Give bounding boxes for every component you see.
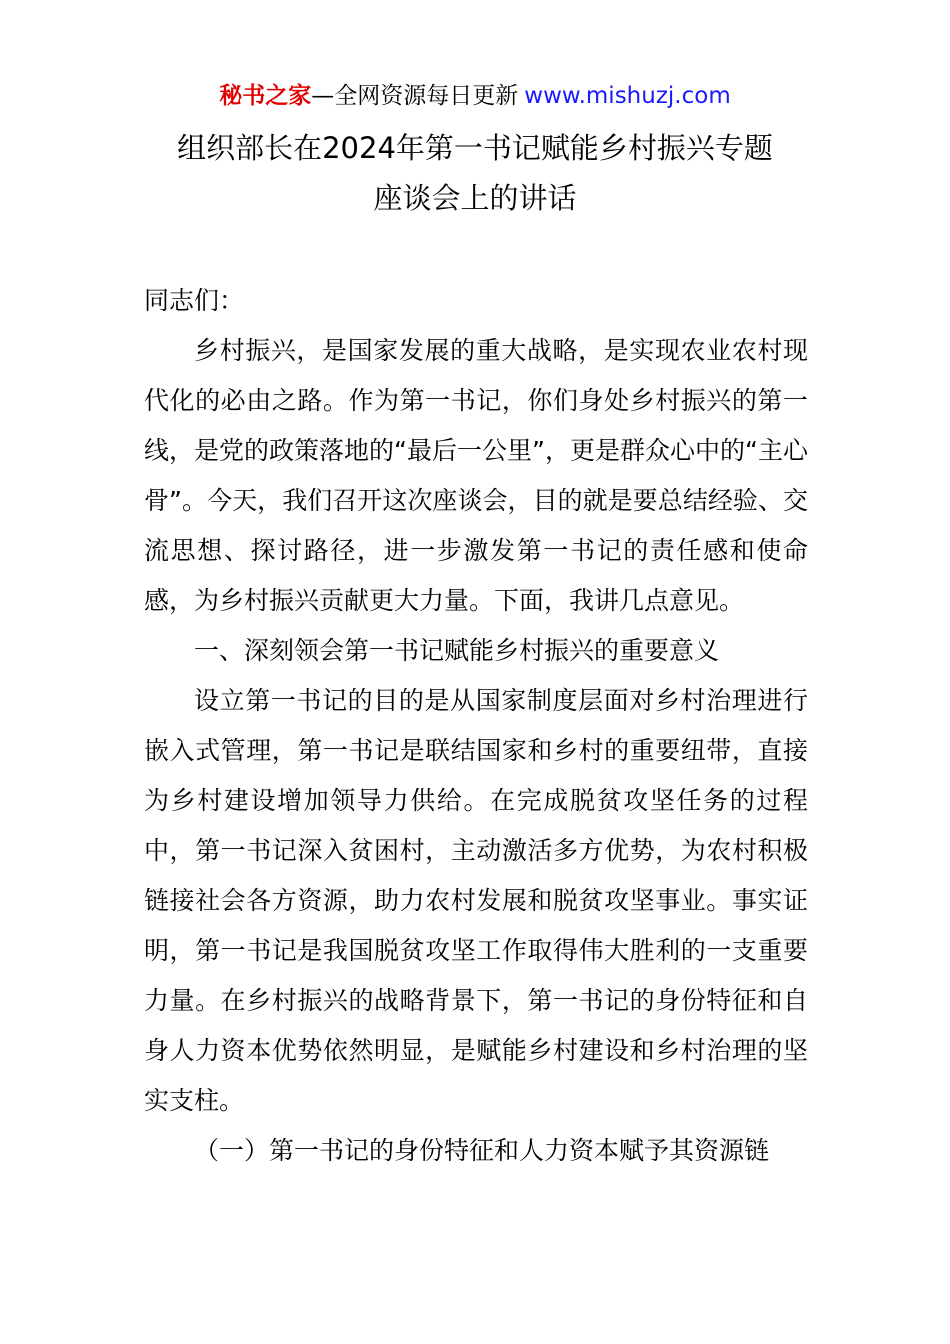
brand-name: 秘书之家 bbox=[219, 83, 312, 109]
section-heading-1: 一、深刻领会第一书记赋能乡村振兴的重要意义 bbox=[194, 636, 720, 665]
document-body bbox=[144, 276, 808, 1176]
paragraph-intro: 乡村振兴，是国家发展的重大战略，是实现农业农村现代化的必由之路。作为第一书记，你们身处乡村振兴的第一线，是党的政策落地的“最后一公里”，更是群众心中的“主心骨”。今天，我们召开这次座谈会，目的就是要总结经验、交流思想、探讨路径，进一步激发第一书记的责任感和使命感，为乡村振兴贡献更大力量。下面，我讲几点意见。 bbox=[144, 336, 808, 615]
subsection-heading-1: （一）第一书记的身份特征和人力资本赋予其资源链 bbox=[194, 1136, 770, 1165]
document-title-line-2: 座谈会上的讲话 bbox=[373, 181, 577, 215]
site-banner bbox=[0, 80, 950, 112]
salutation: 同志们： bbox=[144, 286, 245, 315]
paragraph-section-1: 设立第一书记的目的是从国家制度层面对乡村治理进行嵌入式管理，第一书记是联结国家和乡村的重要纽带，直接为乡村建设增加领导力供给。在完成脱贫攻坚任务的过程中，第一书记深入贫困村，主动激活多方优势，为农村积极链接社会各方资源，助力农村发展和脱贫攻坚事业。事实证明，第一书记是我国脱贫攻坚工作取得伟大胜利的一支重要力量。在乡村振兴的战略背景下，第一书记的身份特征和自身人力资本优势依然明显，是赋能乡村建设和乡村治理的坚实支柱。 bbox=[144, 686, 808, 1115]
brand-slogan: —全网资源每日更新 bbox=[311, 83, 519, 109]
document-title-line-1: 组织部长在2024年第一书记赋能乡村振兴专题 bbox=[177, 131, 773, 165]
site-url-link[interactable]: www.mishuzj.com bbox=[524, 83, 731, 109]
